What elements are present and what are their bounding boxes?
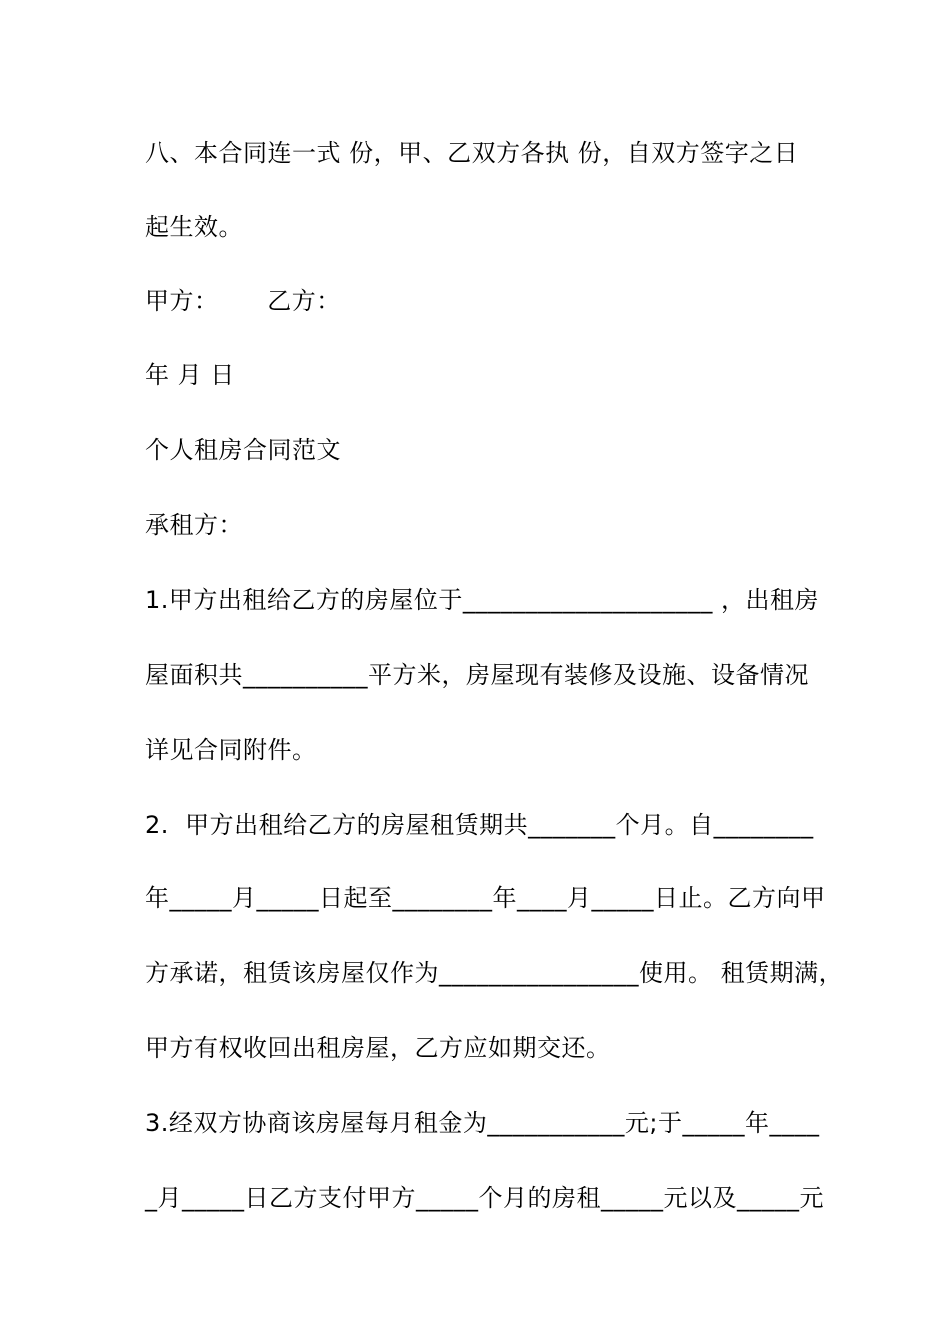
clause-8-line-1: 八、本合同连一式 份，甲、乙双方各执 份，自双方签字之日 [145,139,799,167]
contract-title: 个人租房合同范文 [145,436,341,464]
clause-1-line-3: 详见合同附件。 [145,736,317,764]
clause-8-line-2: 起生效。 [145,213,243,241]
lessee-label: 承租方： [145,511,243,539]
clause-1-line-2: 屋面积共__________平方米，房屋现有装修及设施、设备情况 [145,661,809,689]
clause-2-line-1: 2. 甲方出租给乙方的房屋租赁期共_______个月。自________ [145,811,814,839]
clause-2-line-3: 方承诺，租赁该房屋仅作为________________使用。 租赁期满， [145,959,844,987]
signature-date: 年 月 日 [145,361,235,389]
clause-3-line-2: _月_____日乙方支付甲方_____个月的房租_____元以及_____元 [145,1184,824,1212]
clause-2-line-4: 甲方有权收回出租房屋，乙方应如期交还。 [145,1034,611,1062]
clause-3-line-1: 3.经双方协商该房屋每月租金为___________元;于_____年____ [145,1109,820,1137]
clause-1-line-1: 1.甲方出租给乙方的房屋位于____________________ ，出租房 [145,586,820,614]
clause-2-line-2: 年_____月_____日起至________年____月_____日止。乙方向甲 [145,884,826,912]
signature-parties: 甲方： 乙方： [145,287,341,315]
